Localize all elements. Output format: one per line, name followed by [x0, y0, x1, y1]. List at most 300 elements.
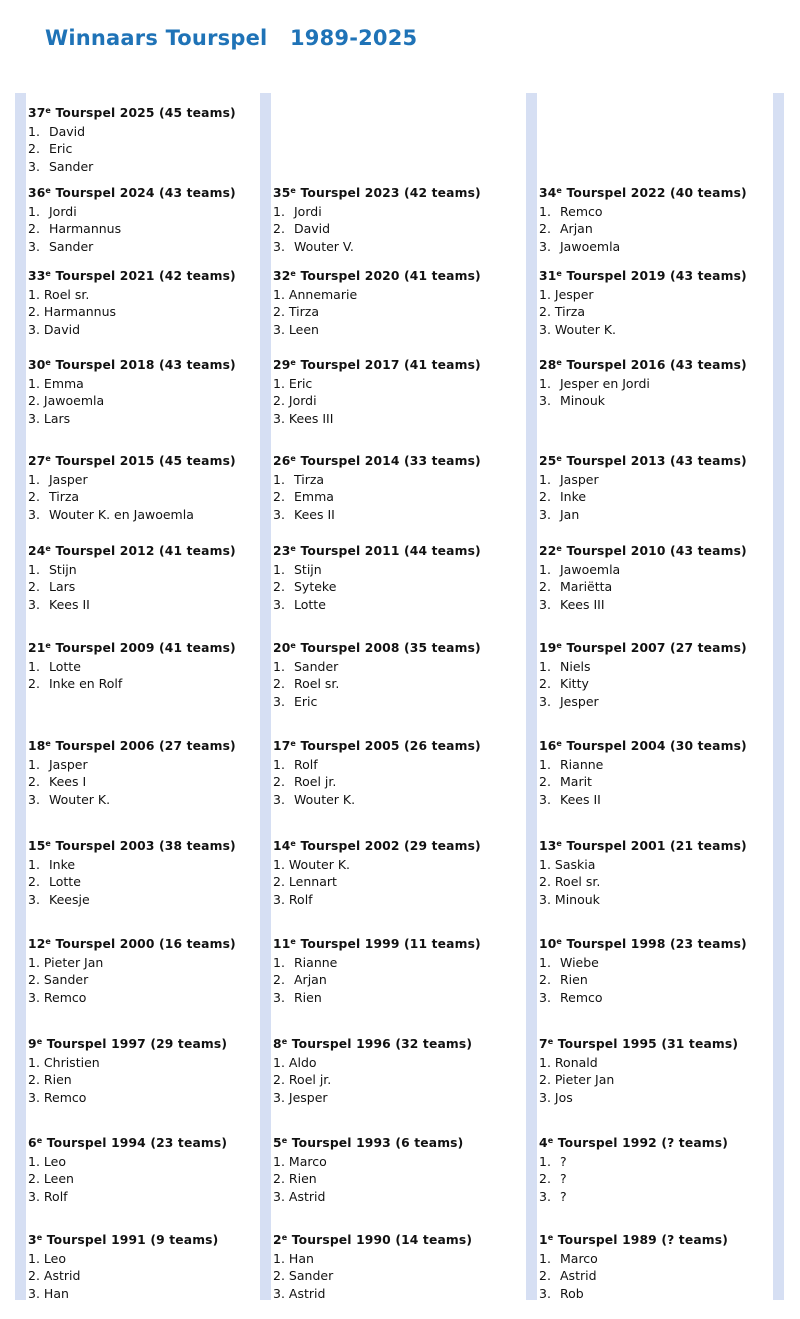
edition-suffix: e — [290, 454, 296, 463]
tourspel-entry — [28, 105, 236, 175]
tourspel-entry — [28, 738, 236, 808]
winner-position: 1. — [28, 203, 40, 219]
winner-position: 1. — [539, 756, 551, 772]
winner-name: Leo — [43, 1250, 67, 1266]
edition-suffix: e — [290, 641, 296, 650]
edition-number: 25 — [539, 454, 557, 468]
winner-position: 3. — [539, 1188, 551, 1204]
winner-name: ? — [560, 1153, 567, 1169]
edition-suffix: e — [36, 1136, 43, 1145]
winner-row — [273, 238, 481, 256]
winner-name: Roel jr. — [294, 774, 337, 790]
column-stripe — [15, 93, 26, 1300]
winner-name: Han — [288, 1250, 314, 1266]
winner-position: 3. — [539, 989, 551, 1005]
entry-heading — [539, 738, 747, 756]
winner-position: 2. — [28, 221, 40, 237]
winner-row — [273, 303, 481, 321]
edition-number: 28 — [539, 358, 557, 372]
entry-heading — [539, 1036, 738, 1054]
edition-number: 17 — [273, 739, 291, 753]
entry-heading — [539, 838, 747, 856]
winner-row — [28, 1267, 218, 1285]
winner-position: 2. — [539, 676, 551, 692]
winner-name: David — [294, 221, 331, 237]
edition-number: 6 — [28, 1136, 37, 1150]
winner-name: Mariëtta — [560, 579, 613, 595]
winner-row — [539, 693, 747, 711]
winner-position: 1. — [273, 471, 285, 487]
winner-position: 1. — [273, 856, 285, 872]
winner-name: Sander — [288, 1268, 334, 1284]
winner-position: 3. — [28, 410, 40, 426]
winner-name: Jesper — [554, 286, 594, 302]
winner-position: 2. — [273, 393, 285, 409]
winner-row — [273, 375, 481, 393]
winner-row — [28, 238, 236, 256]
tourspel-entry — [273, 453, 481, 523]
entry-heading — [273, 1232, 472, 1250]
winner-row — [273, 675, 481, 693]
edition-label: Tourspel 2015 (45 teams) — [55, 454, 236, 468]
winner-row — [28, 471, 236, 489]
edition-number: 16 — [539, 739, 557, 753]
winner-name: Inke — [560, 489, 587, 505]
tourspel-entry — [28, 1036, 227, 1106]
winner-position: 1. — [539, 471, 551, 487]
winner-name: Pieter Jan — [554, 1072, 615, 1088]
column-stripe — [526, 93, 537, 1300]
winner-row — [273, 791, 481, 809]
entry-heading — [28, 738, 236, 756]
winner-row — [273, 1267, 472, 1285]
winner-row — [273, 873, 481, 891]
edition-label: Tourspel 2005 (26 teams) — [300, 739, 481, 753]
edition-number: 24 — [28, 544, 46, 558]
winner-position: 3. — [28, 238, 40, 254]
winner-row — [539, 561, 747, 579]
winner-row — [28, 578, 236, 596]
tourspel-entry — [273, 738, 481, 808]
winner-name: Sander — [49, 158, 94, 174]
winner-name: Harmannus — [43, 304, 117, 320]
winner-row — [28, 158, 236, 176]
edition-suffix: e — [45, 641, 51, 650]
winner-name: Harmannus — [49, 221, 122, 237]
winner-position: 2. — [28, 874, 40, 890]
winner-position: 3. — [28, 1188, 40, 1204]
edition-label: Tourspel 2014 (33 teams) — [300, 454, 481, 468]
tourspel-entry — [28, 1232, 218, 1302]
edition-label: Tourspel 1994 (23 teams) — [46, 1136, 228, 1150]
winner-row — [28, 675, 236, 693]
winner-name: Remco — [43, 1089, 87, 1105]
winner-position: 2. — [539, 304, 551, 320]
winner-row — [539, 1267, 728, 1285]
winner-row — [28, 891, 236, 909]
edition-number: 8 — [273, 1037, 282, 1051]
winner-name: Jesper — [560, 693, 599, 709]
winner-position: 1. — [28, 561, 40, 577]
winner-name: Rolf — [43, 1188, 68, 1204]
edition-suffix: e — [45, 739, 51, 748]
winner-position: 3. — [273, 693, 285, 709]
winner-position: 2. — [539, 1268, 551, 1284]
winner-position: 3. — [539, 596, 551, 612]
tourspel-entry — [273, 357, 481, 427]
edition-suffix: e — [290, 937, 296, 946]
winner-position: 3. — [273, 989, 285, 1005]
tourspel-entry — [273, 1135, 463, 1205]
winner-name: Roel sr. — [43, 286, 90, 302]
winner-row — [28, 791, 236, 809]
edition-suffix: e — [547, 1136, 554, 1145]
edition-label: Tourspel 2017 (41 teams) — [300, 358, 481, 372]
winner-row — [28, 1285, 218, 1303]
winner-row — [273, 410, 481, 428]
edition-label: Tourspel 2020 (41 teams) — [300, 269, 481, 283]
entry-heading — [28, 640, 236, 658]
winner-name: Stijn — [294, 561, 322, 577]
edition-number: 22 — [539, 544, 557, 558]
edition-number: 27 — [28, 454, 46, 468]
edition-label: Tourspel 2008 (35 teams) — [300, 641, 481, 655]
tourspel-entry — [539, 738, 747, 808]
winner-name: Jawoemla — [560, 561, 621, 577]
winner-row — [28, 954, 236, 972]
winner-row — [539, 392, 747, 410]
winner-name: Rianne — [560, 756, 604, 772]
edition-number: 7 — [539, 1037, 548, 1051]
winner-row — [28, 506, 236, 524]
edition-suffix: e — [45, 358, 51, 367]
winner-position: 2. — [28, 1268, 40, 1284]
winner-row — [273, 321, 481, 339]
edition-number: 14 — [273, 839, 291, 853]
entry-heading — [28, 543, 236, 561]
entry-heading — [28, 185, 236, 203]
edition-suffix: e — [45, 937, 51, 946]
tourspel-entry — [539, 640, 747, 710]
winner-name: Annemarie — [288, 286, 358, 302]
winner-row — [539, 1250, 728, 1268]
winner-row — [273, 773, 481, 791]
edition-number: 36 — [28, 186, 46, 200]
entry-heading — [273, 543, 481, 561]
winner-name: Eric — [288, 375, 313, 391]
entry-heading — [28, 1135, 227, 1153]
winner-row — [28, 286, 236, 304]
winner-name: Kees I — [49, 774, 87, 790]
edition-number: 4 — [539, 1136, 548, 1150]
winner-position: 3. — [539, 693, 551, 709]
tourspel-entry — [539, 936, 747, 1006]
edition-suffix: e — [45, 839, 51, 848]
winner-row — [28, 856, 236, 874]
winner-position: 2. — [28, 304, 40, 320]
winner-position: 3. — [539, 321, 551, 337]
winner-name: Inke — [49, 856, 76, 872]
winner-position: 3. — [28, 791, 40, 807]
edition-number: 9 — [28, 1037, 37, 1051]
winner-position: 3. — [273, 791, 285, 807]
edition-label: Tourspel 1996 (32 teams) — [291, 1037, 473, 1051]
winner-position: 1. — [273, 658, 285, 674]
winner-position: 3. — [273, 238, 285, 254]
winner-name: Jawoemla — [43, 393, 105, 409]
winner-position: 1. — [28, 123, 40, 139]
edition-suffix: e — [556, 358, 562, 367]
winner-row — [539, 658, 747, 676]
entry-heading — [539, 543, 747, 561]
winner-row — [28, 658, 236, 676]
winner-row — [539, 954, 747, 972]
winner-row — [539, 1054, 738, 1072]
winner-position: 1. — [273, 756, 285, 772]
winner-position: 1. — [28, 856, 40, 872]
winner-position: 1. — [539, 561, 551, 577]
winner-row — [28, 1089, 227, 1107]
winner-row — [28, 596, 236, 614]
winner-position: 1. — [539, 286, 551, 302]
winner-row — [539, 506, 747, 524]
winner-position: 1. — [539, 375, 551, 391]
winner-position: 3. — [539, 393, 551, 409]
winner-position: 1. — [273, 1054, 285, 1070]
winner-position: 3. — [539, 891, 551, 907]
edition-suffix: e — [290, 839, 296, 848]
winner-name: Rien — [288, 1171, 317, 1187]
winner-position: 2. — [539, 489, 551, 505]
winner-name: David — [43, 321, 81, 337]
winner-name: Rob — [560, 1285, 584, 1301]
tourspel-entry — [273, 936, 481, 1006]
winner-name: Tirza — [554, 304, 586, 320]
winner-row — [539, 1188, 728, 1206]
winner-name: Sander — [43, 972, 89, 988]
edition-label: Tourspel 1990 (14 teams) — [291, 1233, 473, 1247]
edition-suffix: e — [556, 269, 562, 278]
winner-position: 2. — [539, 874, 551, 890]
winner-row — [28, 1071, 227, 1089]
winner-row — [28, 1054, 227, 1072]
edition-number: 2 — [273, 1233, 282, 1247]
tourspel-entry — [539, 357, 747, 410]
winner-row — [28, 989, 236, 1007]
winner-position: 3. — [539, 1285, 551, 1301]
edition-label: Tourspel 2023 (42 teams) — [300, 186, 481, 200]
winner-position: 2. — [28, 1171, 40, 1187]
edition-suffix: e — [36, 1233, 43, 1242]
winner-position: 1. — [539, 203, 551, 219]
winner-position: 3. — [273, 1285, 285, 1301]
winner-position: 2. — [539, 221, 551, 237]
winner-row — [28, 561, 236, 579]
winner-position: 3. — [539, 506, 551, 522]
tourspel-entry — [273, 838, 481, 908]
winner-name: Keesje — [49, 891, 90, 907]
winner-position: 2. — [28, 774, 40, 790]
winner-row — [28, 375, 236, 393]
winner-name: Eric — [49, 141, 73, 157]
entry-heading — [539, 1135, 728, 1153]
winner-name: Roel jr. — [288, 1072, 332, 1088]
winner-position: 2. — [28, 141, 40, 157]
edition-label: Tourspel 2018 (43 teams) — [55, 358, 236, 372]
winner-position: 2. — [273, 221, 285, 237]
winner-name: Han — [43, 1285, 69, 1301]
tourspel-entry — [28, 357, 236, 427]
entry-heading — [28, 268, 236, 286]
winner-row — [539, 238, 747, 256]
tourspel-entry — [539, 1036, 738, 1106]
entry-heading — [273, 185, 481, 203]
winner-name: Astrid — [43, 1268, 81, 1284]
winner-name: Eric — [294, 693, 318, 709]
winner-name: Sander — [49, 238, 94, 254]
winner-name: Emma — [294, 489, 334, 505]
edition-number: 19 — [539, 641, 557, 655]
winner-position: 2. — [273, 1171, 285, 1187]
winner-row — [273, 989, 481, 1007]
entry-heading — [273, 738, 481, 756]
winner-position: 1. — [539, 954, 551, 970]
winner-position: 1. — [28, 954, 40, 970]
winner-position: 3. — [28, 1089, 40, 1105]
winner-row — [273, 561, 481, 579]
winner-name: Saskia — [554, 856, 596, 872]
tourspel-entry — [273, 640, 481, 710]
winner-row — [273, 971, 481, 989]
winner-position: 1. — [273, 954, 285, 970]
edition-label: Tourspel 2024 (43 teams) — [55, 186, 236, 200]
winner-row — [273, 488, 481, 506]
edition-label: Tourspel 2004 (30 teams) — [566, 739, 747, 753]
winner-row — [539, 1071, 738, 1089]
winner-row — [539, 989, 747, 1007]
winner-position: 2. — [28, 1072, 40, 1088]
winner-row — [28, 203, 236, 221]
winner-name: Jan — [560, 506, 580, 522]
winner-position: 3. — [273, 1089, 285, 1105]
winner-name: Wouter K. — [554, 321, 616, 337]
winner-row — [273, 471, 481, 489]
winner-position: 3. — [539, 1089, 551, 1105]
winner-row — [273, 1250, 472, 1268]
edition-suffix: e — [556, 186, 562, 195]
edition-suffix: e — [556, 454, 562, 463]
edition-suffix: e — [45, 454, 51, 463]
winner-row — [539, 891, 747, 909]
tourspel-entry — [273, 1232, 472, 1302]
winner-row — [273, 1188, 463, 1206]
winner-name: Pieter Jan — [43, 954, 104, 970]
winner-name: Syteke — [294, 579, 337, 595]
winner-name: Leo — [43, 1153, 67, 1169]
winner-name: Jordi — [49, 203, 77, 219]
edition-label: Tourspel 2019 (43 teams) — [566, 269, 747, 283]
winner-name: Roel sr. — [294, 676, 340, 692]
entry-heading — [28, 1232, 218, 1250]
winner-row — [273, 954, 481, 972]
winner-row — [539, 773, 747, 791]
winner-name: Lars — [49, 579, 76, 595]
tourspel-entry — [28, 838, 236, 908]
tourspel-entry — [539, 185, 747, 255]
winner-row — [539, 1285, 728, 1303]
winner-row — [539, 856, 747, 874]
edition-suffix: e — [281, 1037, 288, 1046]
edition-number: 32 — [273, 269, 291, 283]
edition-suffix: e — [556, 739, 562, 748]
winner-row — [28, 1250, 218, 1268]
winner-row — [273, 1170, 463, 1188]
winner-position: 3. — [273, 1188, 285, 1204]
winner-position: 2. — [539, 1171, 551, 1187]
winner-row — [28, 1188, 227, 1206]
edition-number: 3 — [28, 1233, 37, 1247]
winner-name: Remco — [560, 203, 603, 219]
edition-label: Tourspel 2010 (43 teams) — [566, 544, 747, 558]
winner-position: 1. — [273, 375, 285, 391]
winner-position: 3. — [539, 791, 551, 807]
winner-position: 1. — [28, 1153, 40, 1169]
edition-number: 26 — [273, 454, 291, 468]
winner-row — [539, 971, 747, 989]
winner-row — [539, 471, 747, 489]
tourspel-entry — [273, 268, 481, 338]
winner-row — [539, 756, 747, 774]
edition-suffix: e — [45, 186, 51, 195]
edition-label: Tourspel 2003 (38 teams) — [55, 839, 236, 853]
column-stripe — [773, 93, 784, 1300]
winner-name: Jordi — [294, 203, 322, 219]
winner-name: Marit — [560, 774, 592, 790]
edition-suffix: e — [556, 839, 562, 848]
edition-suffix: e — [45, 544, 51, 553]
winner-name: Minouk — [554, 891, 600, 907]
winner-row — [539, 286, 747, 304]
winner-name: Wiebe — [560, 954, 599, 970]
winner-row — [28, 971, 236, 989]
edition-label: Tourspel 1993 (6 teams) — [291, 1136, 464, 1150]
page-title: Winnaars Tourspel 1989-2025 — [45, 26, 418, 50]
entry-heading — [28, 357, 236, 375]
winner-name: Remco — [43, 989, 87, 1005]
winner-position: 2. — [539, 579, 551, 595]
edition-number: 21 — [28, 641, 46, 655]
winner-position: 1. — [28, 658, 40, 674]
entry-heading — [539, 640, 747, 658]
edition-label: Tourspel 1998 (23 teams) — [566, 937, 747, 951]
winner-name: Tirza — [288, 304, 320, 320]
winner-name: Emma — [43, 375, 84, 391]
tourspel-entry — [539, 1232, 728, 1302]
winner-row — [28, 140, 236, 158]
winner-name: Astrid — [288, 1285, 326, 1301]
entry-heading — [273, 268, 481, 286]
winner-name: Jasper — [49, 471, 88, 487]
winner-position: 1. — [539, 1250, 551, 1266]
edition-suffix: e — [547, 1233, 554, 1242]
winner-position: 2. — [539, 972, 551, 988]
winner-row — [28, 303, 236, 321]
winner-row — [273, 1285, 472, 1303]
winner-position: 3. — [539, 238, 551, 254]
entry-heading — [273, 936, 481, 954]
winner-name: Christien — [43, 1054, 100, 1070]
winner-position: 3. — [273, 596, 285, 612]
